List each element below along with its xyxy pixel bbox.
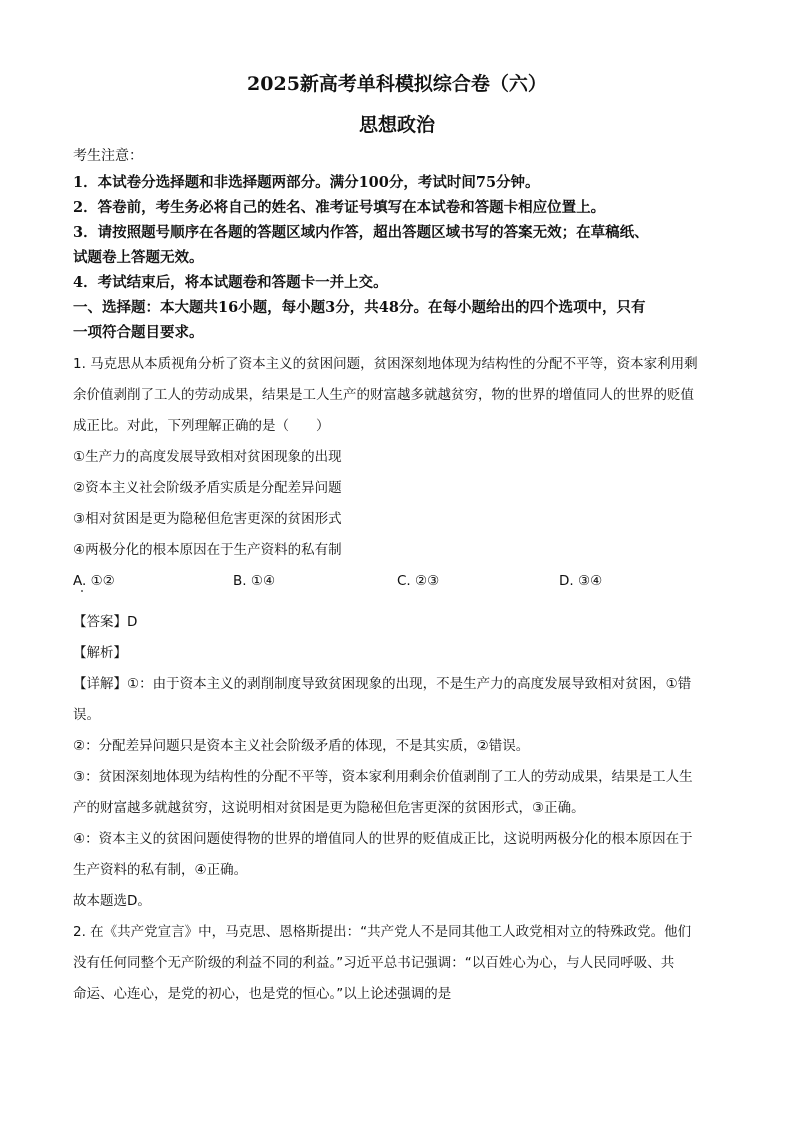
detail-line: 误。 (73, 707, 100, 723)
question-1-stem: 成正比。对此，下列理解正确的是（ ） (73, 418, 330, 434)
subject-title: 思想政治 (358, 114, 435, 136)
section-heading: 一、选择题：本大题共16小题，每小题3分，共48分。在每小题给出的四个选项中，只有 (73, 299, 646, 316)
detail-line: 产的财富越多就越贫穷，这说明相对贫困是更为隐秘但危害更深的贫困形式，③正确。 (73, 800, 585, 816)
question-1-stem: 余价值剥削了工人的劳动成果，结果是工人生产的财富越多就越贫穷，物的世界的增值同人的世界的贬值 (73, 387, 694, 403)
option-a: A. ①② (73, 573, 115, 589)
stray-dot (81, 590, 83, 592)
conclusion-line: 故本题选D。 (73, 893, 151, 909)
notice-item: 2．答卷前，考生务必将自己的姓名、准考证号填写在本试卷和答题卡相应位置上。 (73, 199, 606, 216)
question-1-statement: ③相对贫困是更为隐秘但危害更深的贫困形式 (73, 511, 342, 527)
question-1-stem: 1. 马克思从本质视角分析了资本主义的贫困问题，贫困深刻地体现为结构性的分配不平等，资本家利用剩 (73, 356, 698, 372)
detail-line: ②：分配差异问题只是资本主义社会阶级矛盾的体现，不是其实质，②错误。 (73, 738, 530, 754)
notice-item: 3．请按照题号顺序在各题的答题区域内作答，超出答题区域书写的答案无效；在草稿纸、 (73, 224, 649, 241)
question-2-stem: 2. 在《共产党宣言》中，马克思、恩格斯提出：“共产党人不是同其他工人政党相对立的特殊政党。他们 (73, 924, 692, 940)
question-2-stem: 没有任何同整个无产阶级的利益不同的利益。”习近平总书记强调：“以百姓心为心，与人民同呼吸、共 (73, 955, 675, 971)
section-heading-continued: 一项符合题目要求。 (73, 324, 204, 341)
detail-line: ④：资本主义的贫困问题使得物的世界的增值同人的世界的贬值成正比，这说明两极分化的根本原因在于 (73, 831, 693, 847)
question-2-stem: 命运、心连心，是党的初心，也是党的恒心。”以上论述强调的是 (73, 986, 452, 1002)
notice-item: 1．本试卷分选择题和非选择题两部分。满分100分，考试时间75分钟。 (73, 174, 540, 191)
answer-line: 【答案】D (73, 614, 138, 630)
option-c: C. ②③ (397, 573, 440, 589)
question-1-statement: ②资本主义社会阶级矛盾实质是分配差异问题 (73, 480, 342, 496)
detail-line: 生产资料的私有制，④正确。 (73, 862, 248, 878)
notice-item-continued: 试题卷上答题无效。 (73, 249, 204, 266)
exam-body (73, 146, 725, 1010)
question-1-options (73, 566, 725, 597)
detail-line: ③：贫困深刻地体现为结构性的分配不平等，资本家利用剩余价值剥削了工人的劳动成果，结果是工人生 (73, 769, 693, 785)
question-1-statement: ④两极分化的根本原因在于生产资料的私有制 (73, 542, 342, 558)
analysis-label: 【解析】 (73, 645, 127, 661)
exam-title: 2025新高考单科模拟综合卷（六） (247, 73, 547, 95)
detail-line: 【详解】①：由于资本主义的剥削制度导致贫困现象的出现，不是生产力的高度发展导致相对贫困，①错 (73, 676, 692, 692)
question-1-statement: ①生产力的高度发展导致相对贫困现象的出现 (73, 449, 342, 465)
spacer (73, 597, 725, 607)
notice-heading: 考生注意： (73, 148, 143, 164)
option-d: D. ③④ (559, 573, 603, 589)
option-b: B. ①④ (233, 573, 276, 589)
notice-item: 4．考试结束后，将本试题卷和答题卡一并上交。 (73, 274, 388, 291)
